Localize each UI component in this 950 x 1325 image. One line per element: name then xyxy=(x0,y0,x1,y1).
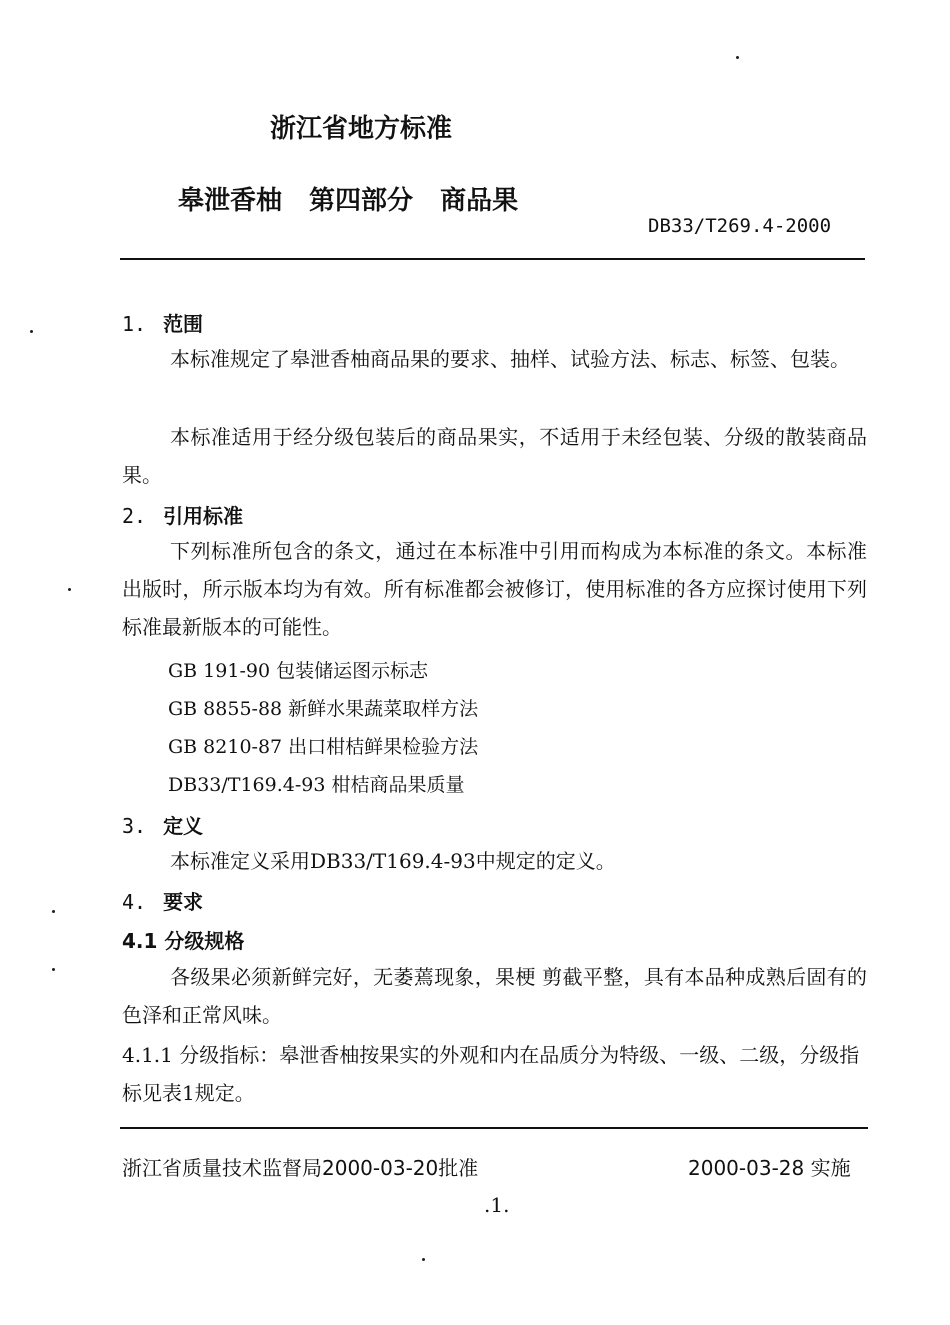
page-number: .1. xyxy=(484,1193,510,1217)
section-3-paragraph-1: 本标准定义采用DB33/T169.4-93中规定的定义。 xyxy=(170,849,616,873)
section-4-number: 4. xyxy=(122,890,147,914)
subsection-4-1-1-text: 4.1.1 分级指标：皋泄香柚按果实的外观和内在品质分为特级、一级、二级，分级指标见表1规定。 xyxy=(122,1043,860,1105)
section-3-heading xyxy=(122,810,203,839)
scan-speck xyxy=(52,910,55,913)
standard-code: DB33/T269.4-2000 xyxy=(648,215,832,237)
scan-speck xyxy=(68,588,71,591)
section-2-heading xyxy=(122,500,243,529)
section-1-paragraph-1: 本标准规定了皋泄香柚商品果的要求、抽样、试验方法、标志、标签、包装。 xyxy=(170,347,850,371)
section-2-number: 2. xyxy=(122,504,147,528)
reference-item: GB 8855-88 新鲜水果蔬菜取样方法 xyxy=(168,698,479,720)
scan-speck xyxy=(736,56,739,59)
reference-item: GB 191-90 包装储运图示标志 xyxy=(168,660,429,682)
section-4-title: 要求 xyxy=(163,890,204,914)
scan-speck xyxy=(30,330,33,333)
scan-speck xyxy=(52,968,55,971)
reference-item: DB33/T169.4-93 柑桔商品果质量 xyxy=(168,774,465,796)
reference-item: GB 8210-87 出口柑桔鲜果检验方法 xyxy=(168,736,479,758)
scan-speck xyxy=(422,1258,425,1261)
header-divider xyxy=(120,258,865,260)
section-4-1-paragraph: 各级果必须新鲜完好，无萎蔫现象，果梗 剪截平整，具有本品种成熟后固有的色泽和正常风味。 xyxy=(122,965,867,1027)
section-1-paragraph-2: 本标准适用于经分级包装后的商品果实，不适用于未经包装、分级的散装商品果。 xyxy=(122,425,867,487)
section-3-number: 3. xyxy=(122,814,147,838)
section-2-paragraph-1: 下列标准所包含的条文，通过在本标准中引用而构成为本标准的条文。本标准出版时，所示版本均为有效。所有标准都会被修订，使用标准的各方应探讨使用下列标准最新版本的可能性。 xyxy=(122,539,867,639)
section-1-number: 1. xyxy=(122,312,147,336)
approval-text: 浙江省质量技术监督局2000-03-20批准 xyxy=(122,1156,479,1180)
section-2-title: 引用标准 xyxy=(163,504,244,528)
effective-date: 2000-03-28 实施 xyxy=(688,1156,851,1180)
section-3-title: 定义 xyxy=(163,814,204,838)
section-4-heading xyxy=(122,886,203,915)
subsection-4-1-heading: 4.1 分级规格 xyxy=(122,929,245,953)
section-1-heading xyxy=(122,308,203,337)
doc-title: 皋泄香柚 第四部分 商品果 xyxy=(178,186,519,216)
section-1-title: 范围 xyxy=(163,312,204,336)
footer-divider xyxy=(120,1127,868,1129)
org-title: 浙江省地方标准 xyxy=(270,114,453,144)
